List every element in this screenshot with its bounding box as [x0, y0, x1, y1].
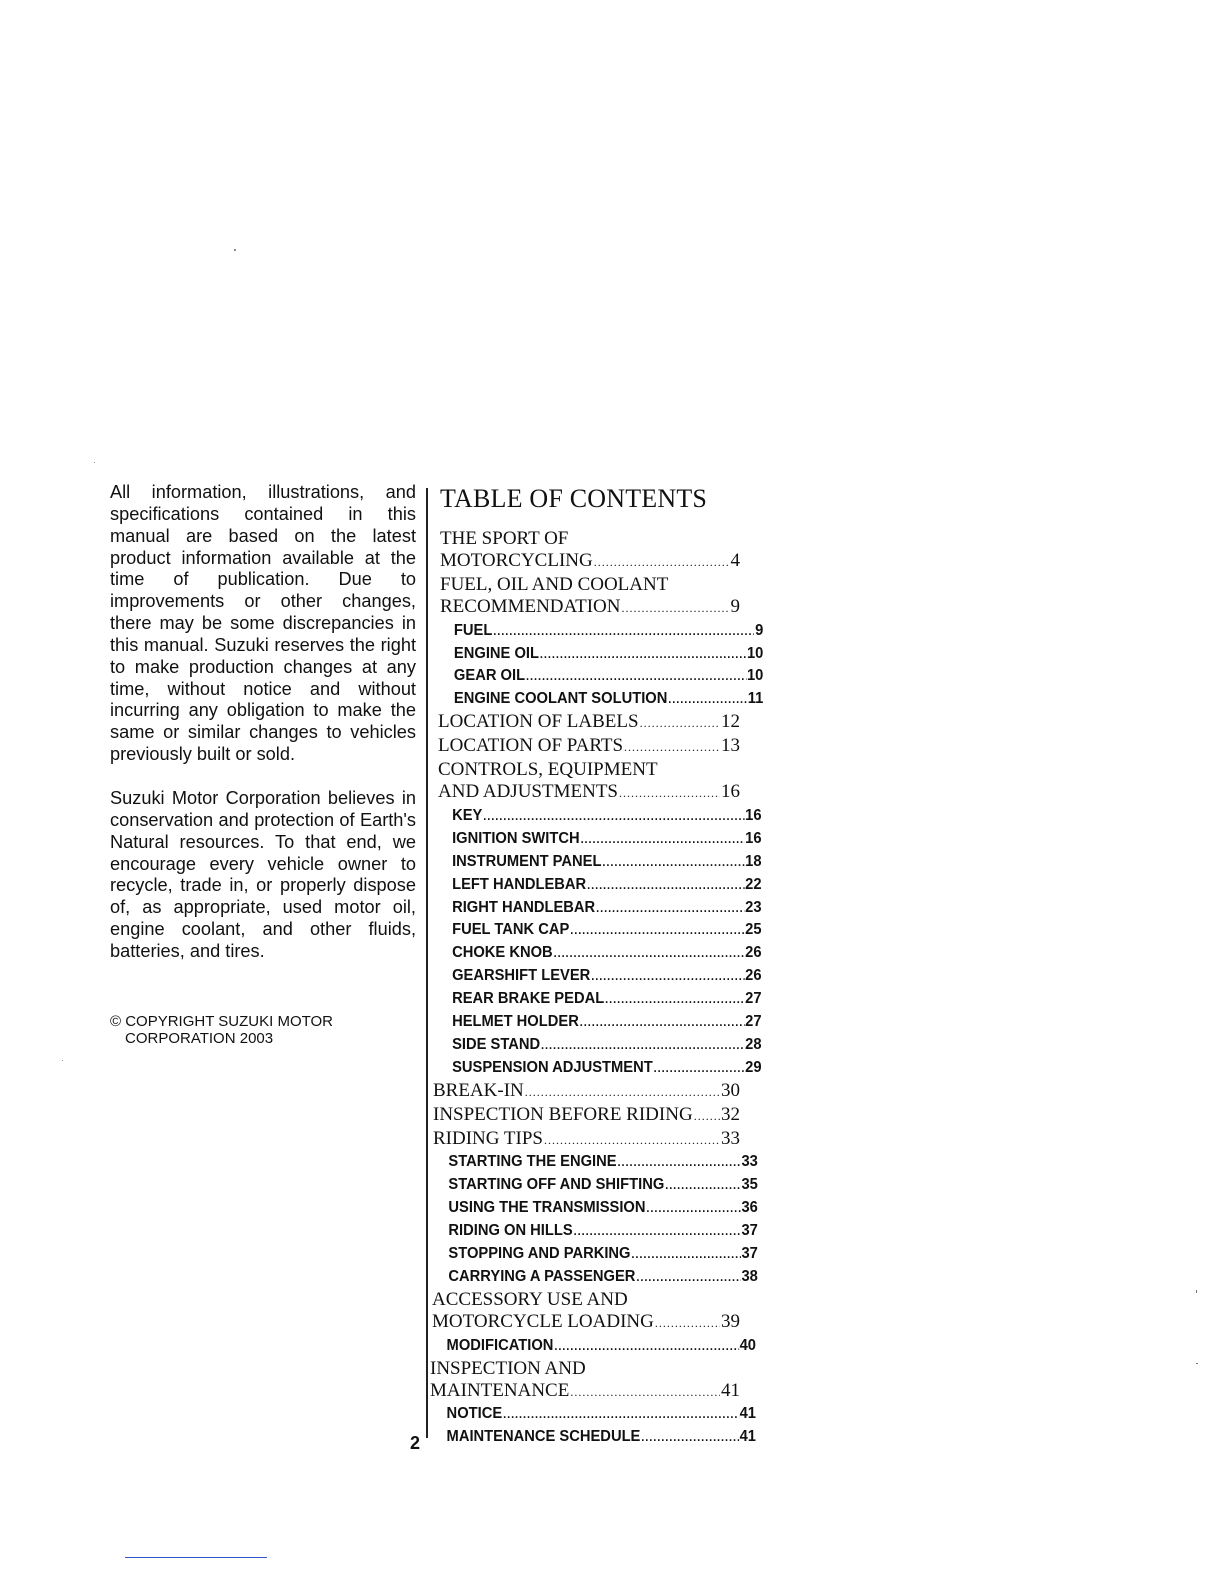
- toc-title: TABLE OF CONTENTS: [440, 484, 708, 513]
- toc-entry-label: MODIFICATION: [446, 1336, 554, 1354]
- toc-entry-label: HELMET HOLDER: [452, 1013, 579, 1031]
- toc-entry-page: 27: [745, 1013, 762, 1031]
- toc-entry: [430, 550, 740, 574]
- toc-entry-label: KEY: [452, 806, 483, 824]
- toc-leader-dots: [587, 875, 744, 897]
- toc-entry-label: GEAR OIL: [453, 667, 526, 685]
- toc-entry: [430, 574, 740, 596]
- toc-entry-label: MAINTENANCE SCHEDULE: [446, 1428, 641, 1446]
- toc-entry-page: 33: [721, 1127, 740, 1149]
- toc-entry-label: INSTRUMENT PANEL: [452, 852, 602, 870]
- toc-entry-page: 10: [746, 667, 764, 685]
- toc-entry-page: 37: [741, 1245, 758, 1263]
- toc-entry: [430, 711, 740, 735]
- toc-entry-label: FUEL TANK CAP: [452, 921, 570, 939]
- toc-entry-page: 28: [745, 1035, 762, 1053]
- toc-leader-dots: [654, 1058, 745, 1080]
- toc-entry-label: REAR BRAKE PEDAL: [452, 990, 605, 1008]
- toc-entry-page: 12: [721, 711, 740, 733]
- toc-entry-label: THE SPORT OF: [440, 528, 569, 549]
- toc-leader-dots: [694, 1106, 720, 1128]
- toc-entry: [430, 1403, 756, 1426]
- toc-entry-label: RIGHT HANDLEBAR: [452, 898, 596, 916]
- toc-entry-label: AND ADJUSTMENTS: [438, 780, 618, 802]
- scan-speck: [62, 1060, 63, 1061]
- toc-entry: [430, 1104, 740, 1128]
- toc-entry-label: FUEL, OIL AND COOLANT: [440, 573, 669, 595]
- toc-entry-page: 36: [741, 1199, 758, 1217]
- toc-entry-label: SUSPENSION ADJUSTMENT: [452, 1058, 653, 1076]
- toc-entry: [430, 1289, 740, 1311]
- toc-entry: [430, 759, 740, 781]
- toc-entry: [430, 1220, 758, 1243]
- toc-leader-dots: [503, 1404, 739, 1426]
- toc-leader-dots: [581, 829, 745, 851]
- toc-entry: [430, 1311, 740, 1335]
- toc-entry: [430, 735, 740, 759]
- toc-entry-page: 9: [755, 621, 764, 639]
- toc-entry-page: 23: [745, 898, 762, 916]
- toc-entry: [430, 1335, 756, 1358]
- toc-entry: [430, 1128, 740, 1152]
- toc-entry: [430, 1358, 740, 1380]
- scan-speck: [1196, 1290, 1197, 1293]
- toc-entry-page: 16: [745, 829, 762, 847]
- toc-entry-page: 11: [747, 690, 764, 708]
- toc-entry-label: ACCESSORY USE AND: [432, 1288, 628, 1310]
- scan-speck: [94, 462, 95, 463]
- toc-leader-dots: [540, 644, 746, 666]
- toc-leader-dots: [554, 943, 745, 965]
- toc-entry-label: RECOMMENDATION: [440, 595, 621, 617]
- toc-entry-label: STARTING THE ENGINE: [448, 1153, 617, 1171]
- toc-entry-page: 40: [739, 1336, 756, 1354]
- toc-leader-dots: [624, 737, 720, 759]
- scan-speck: [1196, 1363, 1198, 1364]
- toc-entry-label: NOTICE: [446, 1405, 503, 1423]
- toc-leader-dots: [668, 689, 747, 711]
- toc-leader-dots: [544, 1130, 720, 1152]
- toc-entry-label: CONTROLS, EQUIPMENT: [438, 759, 658, 781]
- conservation-paragraph: Suzuki Motor Corporation believes in conservation and protection of Earth's Natural resources. To that end, we encourage every vehicle owner to recycle, trade in, or properly dispose of, as appropriate, used motor oil, engine coolant, and other fluids, batteries, and tires.: [110, 787, 416, 961]
- toc-entry: [430, 665, 763, 688]
- toc-entry-label: LOCATION OF LABELS: [438, 711, 639, 733]
- disclaimer-paragraph: All information, illustrations, and specifications contained in this manual are based on the latest product information available at the time of publication. Due to improvements or other changes, there may be some discrepancies in this manual. Suzuki reserves the right to make production changes at any time, without notice and without incurring any obligation to make the same or similar changes to vehicles previously built or sold.: [110, 482, 416, 765]
- toc-leader-dots: [665, 1175, 740, 1197]
- toc-entry-label: MOTORCYCLE LOADING: [432, 1310, 654, 1332]
- toc-entry-label: BREAK-IN: [433, 1079, 524, 1101]
- toc-entry-page: 37: [741, 1222, 758, 1240]
- toc-leader-dots: [619, 783, 720, 805]
- toc-entry-page: 22: [745, 875, 762, 893]
- toc-entry: [430, 1380, 740, 1404]
- toc-entry-page: 41: [739, 1405, 756, 1423]
- toc-entry: [430, 596, 740, 620]
- toc-entry: [430, 1057, 762, 1080]
- toc-entry-label: INSPECTION BEFORE RIDING: [433, 1103, 693, 1125]
- toc-leader-dots: [641, 1427, 738, 1449]
- toc-entry-label: GEARSHIFT LEVER: [452, 967, 591, 985]
- toc-entry-page: 41: [721, 1379, 740, 1401]
- toc-entry: [430, 1151, 758, 1174]
- toc-entry-page: 13: [721, 735, 740, 757]
- toc-entry-page: 4: [730, 549, 740, 571]
- toc-entry-page: 38: [741, 1268, 758, 1285]
- toc-entry: [430, 1426, 756, 1449]
- toc-entry-label: INSPECTION AND: [430, 1357, 586, 1379]
- toc-entry-label: CARRYING A PASSENGER: [448, 1268, 636, 1285]
- toc-entry-page: 33: [741, 1153, 758, 1171]
- toc-entry: [430, 942, 762, 965]
- copyright-notice: © COPYRIGHT SUZUKI MOTOR CORPORATION 2003: [110, 1012, 334, 1047]
- toc-entry-label: STOPPING AND PARKING: [448, 1245, 631, 1263]
- toc-entry-label: RIDING ON HILLS: [448, 1222, 573, 1240]
- toc-entry-page: 29: [745, 1058, 762, 1076]
- toc-entry-page: 35: [741, 1176, 758, 1194]
- toc-entry: [430, 874, 762, 897]
- toc-entry-page: 41: [739, 1428, 756, 1446]
- toc-entry-label: CHOKE KNOB: [452, 944, 553, 962]
- toc-entry: [430, 988, 762, 1011]
- toc-leader-dots: [541, 1035, 744, 1057]
- toc-entry-page: 10: [746, 644, 764, 662]
- intro-column: [110, 482, 416, 1062]
- toc-leader-dots: [636, 1267, 740, 1289]
- edge-mark: [125, 1557, 267, 1558]
- toc-entry-page: 25: [745, 921, 762, 939]
- toc-leader-dots: [596, 898, 744, 920]
- toc-leader-dots: [602, 852, 744, 874]
- toc-leader-dots: [580, 1012, 744, 1034]
- toc-leader-dots: [483, 806, 744, 828]
- toc-leader-dots: [631, 1244, 740, 1266]
- toc-leader-dots: [554, 1336, 738, 1358]
- toc-entry: [430, 1266, 758, 1289]
- toc-entry: [430, 1034, 762, 1057]
- toc-entry-page: 26: [745, 944, 762, 962]
- toc-leader-dots: [525, 1082, 720, 1104]
- toc-entry-label: LEFT HANDLEBAR: [452, 875, 587, 893]
- toc-leader-dots: [570, 920, 744, 942]
- toc-leader-dots: [622, 598, 730, 620]
- toc-entry: [430, 1197, 758, 1220]
- toc-entry-label: MOTORCYCLING: [440, 549, 593, 571]
- toc-entry-label: RIDING TIPS: [433, 1127, 543, 1149]
- toc-leader-dots: [605, 989, 744, 1011]
- toc-entry: [430, 643, 763, 666]
- table-of-contents: [430, 482, 764, 1449]
- toc-entry: [430, 688, 763, 711]
- toc-leader-dots: [594, 552, 730, 574]
- toc-entry: [430, 1243, 758, 1266]
- toc-entry-label: LOCATION OF PARTS: [438, 735, 624, 757]
- toc-entry: [430, 805, 762, 828]
- toc-leader-dots: [646, 1198, 740, 1220]
- toc-leader-dots: [591, 966, 744, 988]
- toc-entry: [430, 1011, 762, 1034]
- toc-leader-dots: [574, 1221, 741, 1243]
- scan-speck: [234, 249, 236, 251]
- toc-entry-page: 32: [721, 1103, 740, 1125]
- toc-entry-label: IGNITION SWITCH: [452, 829, 580, 847]
- toc-entry: [430, 1080, 740, 1104]
- toc-entry-label: ENGINE OIL: [453, 644, 539, 662]
- toc-entry-page: 9: [730, 595, 740, 617]
- toc-entry: [430, 828, 762, 851]
- toc-entry: [430, 620, 763, 643]
- toc-entry: [430, 919, 762, 942]
- toc-entry: [430, 851, 762, 874]
- toc-entry-page: 27: [745, 990, 762, 1008]
- toc-entry-page: 39: [721, 1310, 740, 1332]
- toc-entry-label: MAINTENANCE: [430, 1379, 570, 1401]
- toc-leader-dots: [655, 1313, 720, 1335]
- toc-entry: [430, 965, 762, 988]
- toc-entry-page: 16: [721, 780, 740, 802]
- toc-entry-label: STARTING OFF AND SHIFTING: [448, 1176, 665, 1194]
- page-number: 2: [410, 1433, 421, 1453]
- toc-leader-dots: [493, 621, 754, 643]
- toc-leader-dots: [618, 1152, 741, 1174]
- toc-entry: [430, 1174, 758, 1197]
- toc-list: [430, 528, 764, 1449]
- column-divider: [426, 488, 428, 1438]
- toc-leader-dots: [640, 713, 720, 735]
- toc-entry: [430, 528, 740, 550]
- toc-leader-dots: [526, 666, 746, 688]
- toc-leader-dots: [570, 1382, 720, 1404]
- toc-entry-page: 18: [745, 852, 762, 870]
- toc-entry-label: USING THE TRANSMISSION: [448, 1199, 646, 1217]
- toc-entry-label: SIDE STAND: [452, 1035, 541, 1053]
- toc-entry-page: 16: [745, 806, 762, 824]
- toc-entry-label: FUEL: [453, 621, 493, 639]
- toc-entry: [430, 781, 740, 805]
- toc-entry-page: 30: [721, 1079, 740, 1101]
- toc-entry-label: ENGINE COOLANT SOLUTION: [453, 690, 668, 708]
- toc-entry-page: 26: [745, 967, 762, 985]
- toc-entry: [430, 897, 762, 920]
